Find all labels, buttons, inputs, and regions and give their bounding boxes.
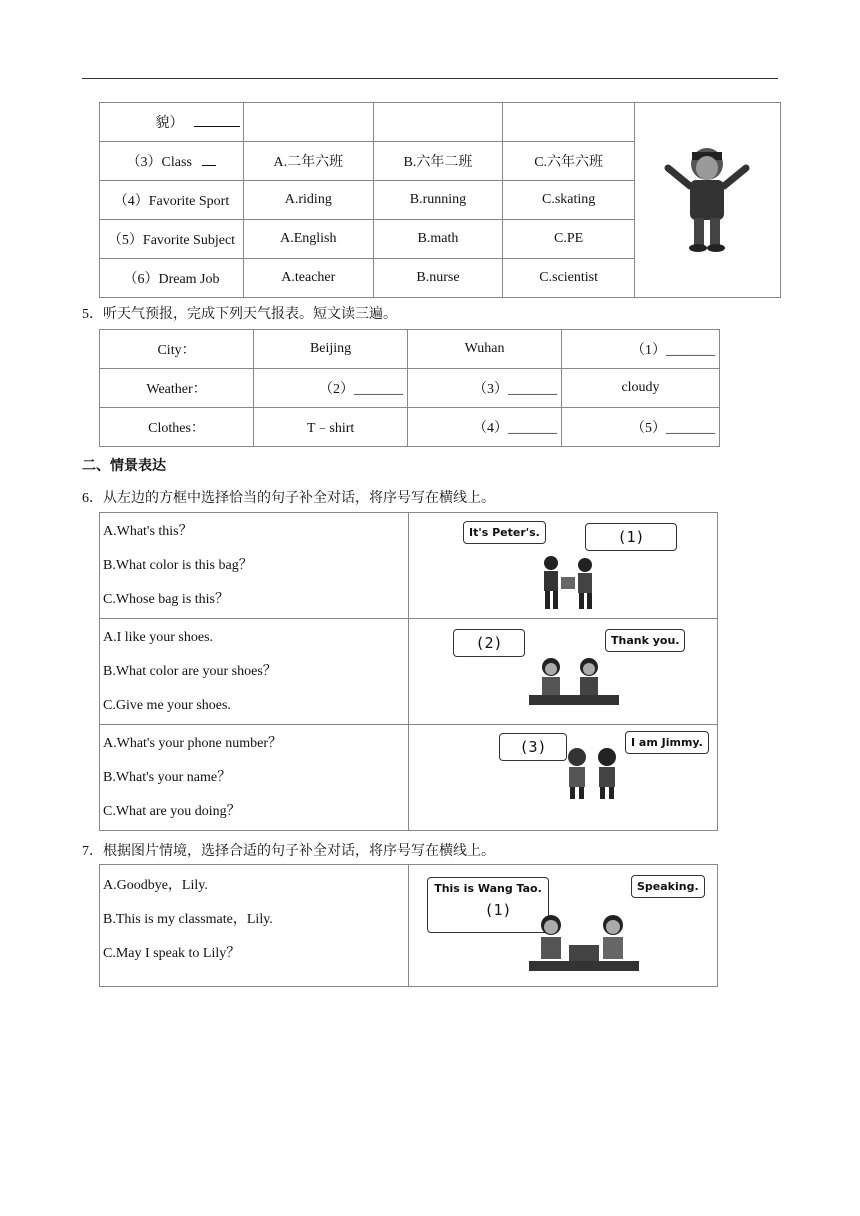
option-b: B.六年二班 (373, 142, 503, 181)
character-picture (634, 103, 780, 298)
kids-illustration (533, 553, 613, 613)
header-rule (82, 78, 778, 79)
option-item: C.What are you doing？ (103, 803, 241, 819)
boy-illustration (662, 138, 752, 258)
option-item: B.What color is this bag？ (103, 557, 253, 573)
dialogue-table (99, 512, 718, 831)
speech-bubble: Thank you. (605, 629, 685, 652)
kids-illustration (559, 745, 629, 801)
answer-bubble[interactable]: (2) (453, 629, 525, 657)
option-a: A.English (243, 220, 373, 259)
section-heading: 二、情景表达 (82, 458, 166, 474)
cell: cloudy (562, 369, 720, 408)
row-header: Weather： (100, 369, 254, 408)
speech-bubble: It's Peter's. (463, 521, 546, 544)
answer-cell[interactable]: （3）_______ (408, 369, 562, 408)
row-label: （3）Class (100, 142, 244, 181)
cell (373, 103, 503, 142)
row-label: （6）Dream Job (100, 259, 244, 298)
options-box (100, 725, 409, 831)
option-b: B.nurse (373, 259, 503, 298)
answer-bubble[interactable]: (3) (499, 733, 567, 761)
bubble-text: This is Wang Tao. (434, 882, 542, 895)
dialogue-table-2 (99, 864, 718, 987)
option-item: B.This is my classmate，Lily. (103, 912, 273, 927)
answer-blank[interactable]: (1) (484, 901, 512, 919)
option-item: A.What's your phone number？ (103, 735, 283, 751)
dialogue-picture (409, 619, 718, 725)
option-item: B.What color are your shoes？ (103, 663, 277, 679)
option-c: C.六年六班 (503, 142, 635, 181)
option-item: C.Whose bag is this？ (103, 591, 229, 607)
option-a: A.二年六班 (243, 142, 373, 181)
cell: T﹣shirt (254, 408, 408, 447)
weather-table (99, 329, 720, 447)
dialogue-picture (409, 725, 718, 831)
row-label: （5）Favorite Subject (100, 220, 244, 259)
answer-blank[interactable] (202, 153, 216, 166)
cell (503, 103, 635, 142)
option-item: A.I like your shoes. (103, 629, 214, 645)
options-box (100, 513, 409, 619)
question-6-title: 6．从左边的方框中选择恰当的句子补全对话，将序号写在横线上。 (82, 491, 495, 506)
options-box (100, 619, 409, 725)
answer-bubble[interactable]: (1) (585, 523, 677, 551)
option-c: C.PE (503, 220, 635, 259)
kids-illustration (529, 655, 619, 715)
option-a: A.teacher (243, 259, 373, 298)
option-item: A.What's this？ (103, 523, 193, 539)
speech-bubble: I am Jimmy. (625, 731, 709, 754)
option-item: C.Give me your shoes. (103, 697, 231, 713)
option-b: B.running (373, 181, 503, 220)
answer-cell[interactable]: （4）_______ (408, 408, 562, 447)
row-header: City： (100, 330, 254, 369)
answer-cell[interactable]: （1）_______ (562, 330, 720, 369)
cell (243, 103, 373, 142)
answer-blank[interactable] (194, 114, 240, 127)
row-header: Clothes： (100, 408, 254, 447)
row-label: （4）Favorite Sport (100, 181, 244, 220)
option-item: A.Goodbye，Lily. (103, 878, 208, 893)
answer-cell[interactable]: （5）_______ (562, 408, 720, 447)
profile-table (99, 102, 781, 298)
dialogue-picture (409, 513, 718, 619)
options-box (100, 865, 409, 987)
kids-illustration (529, 911, 639, 975)
answer-cell[interactable]: （2）_______ (254, 369, 408, 408)
question-5-title: 5．听天气预报，完成下列天气报表。短文读三遍。 (82, 307, 397, 322)
row-label: 貌） (100, 103, 244, 142)
dialogue-picture (409, 865, 718, 987)
option-c: C.scientist (503, 259, 635, 298)
option-item: C.May I speak to Lily？ (103, 946, 241, 961)
option-item: B.What's your name？ (103, 769, 232, 785)
option-b: B.math (373, 220, 503, 259)
speech-bubble: Speaking. (631, 875, 705, 898)
cell: Beijing (254, 330, 408, 369)
option-a: A.riding (243, 181, 373, 220)
option-c: C.skating (503, 181, 635, 220)
cell: Wuhan (408, 330, 562, 369)
question-7-title: 7．根据图片情境，选择合适的句子补全对话，将序号写在横线上。 (82, 844, 495, 859)
